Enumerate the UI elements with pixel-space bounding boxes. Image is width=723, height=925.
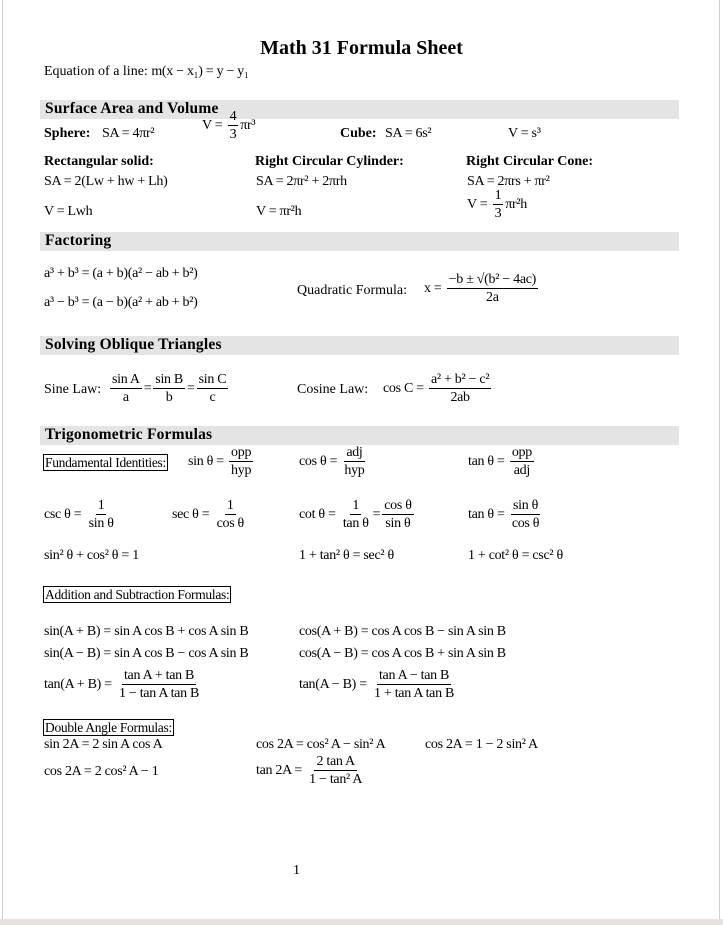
- formula-text: 1 + cot² θ = csc² θ: [468, 548, 563, 563]
- formula-text: SA = 2πr² + 2πrh: [256, 174, 347, 189]
- section-oblique-triangles: [40, 336, 679, 355]
- fraction-numerator: tan A + tan B: [123, 668, 195, 683]
- fraction: [493, 188, 504, 222]
- sin-definition: [188, 445, 255, 479]
- fraction-numerator: 1: [226, 498, 234, 513]
- formula-text: cos(A + B) = cos A cos B − sin A sin B: [299, 624, 506, 639]
- fraction: [447, 272, 538, 306]
- fraction-numerator: opp: [231, 445, 252, 460]
- page-gap: [0, 919, 723, 925]
- double-angle-label: Double Angle Formulas:: [45, 720, 172, 735]
- tan-sum-formula: [44, 668, 203, 702]
- fundamental-identities-label: Fundamental Identities:: [45, 455, 166, 470]
- pythagorean-identity-1: [44, 548, 139, 564]
- fraction-denominator: tan θ: [342, 516, 369, 531]
- formula-text: tan θ =: [468, 454, 508, 469]
- fraction-denominator: cos θ: [511, 516, 540, 531]
- fraction-numerator: 1: [97, 498, 105, 513]
- formula-text: SA = 6s²: [385, 126, 432, 141]
- formula-text: SA = 4πr²: [102, 126, 155, 141]
- pythagorean-identity-2: [299, 548, 394, 564]
- formula-text: SA = 2(Lw + hw + Lh): [44, 174, 168, 189]
- difference-of-cubes-formula: [44, 295, 197, 311]
- formula-text: πr²h: [505, 197, 527, 212]
- formula-text: cos θ =: [299, 454, 341, 469]
- formula-text: tan θ =: [468, 507, 508, 522]
- fraction: [153, 372, 185, 406]
- formula-text: cos 2A = 1 − 2 sin² A: [425, 737, 538, 752]
- quadratic-formula: [424, 272, 540, 306]
- fraction-denominator: sin θ: [88, 516, 114, 531]
- quadratic-label: Quadratic Formula:: [297, 283, 408, 298]
- cube-volume-formula: [508, 126, 541, 142]
- page-title: Math 31 Formula Sheet: [260, 37, 463, 59]
- fraction-denominator: c: [209, 390, 216, 405]
- fraction: [197, 372, 229, 406]
- fraction-denominator: b: [165, 390, 173, 405]
- formula-text: cos(A − B) = cos A cos B + sin A sin B: [299, 646, 506, 661]
- page-number: 1: [293, 863, 300, 878]
- formula-text: sin θ =: [188, 454, 228, 469]
- section-surface-area: [40, 100, 679, 119]
- fraction-numerator: adj: [346, 445, 363, 460]
- fraction-numerator: tan A − tan B: [378, 668, 450, 683]
- section-heading: Surface Area and Volume: [45, 100, 219, 117]
- section-heading: Trigonometric Formulas: [45, 426, 213, 443]
- fraction: [510, 445, 534, 479]
- cos-difference-formula: [299, 646, 506, 662]
- cylinder-volume-formula: [256, 204, 301, 220]
- rect-volume-formula: [44, 204, 92, 220]
- sin-sum-formula: [44, 624, 248, 640]
- cube-label: Cube:: [340, 126, 377, 141]
- formula-text: 1 + tan² θ = sec² θ: [299, 548, 394, 563]
- line-equation-label: Equation of a line:: [44, 64, 148, 79]
- formula-text: SA = 2πrs + πr²: [467, 174, 550, 189]
- cos-sum-formula: [299, 624, 506, 640]
- formula-text: V =: [467, 197, 491, 212]
- formula-text: tan(A + B) =: [44, 677, 115, 692]
- formula-text: cos 2A = 2 cos² A − 1: [44, 764, 159, 779]
- formula-text: cos 2A = cos² A − sin² A: [256, 737, 386, 752]
- line-equation: [44, 64, 249, 80]
- formula-text: πr³: [240, 118, 256, 133]
- fraction: [341, 498, 371, 532]
- tan-quotient-identity: [468, 498, 543, 532]
- fraction-numerator: 4: [229, 109, 237, 124]
- section-heading: Factoring: [45, 232, 112, 249]
- fraction-numerator: 2 tan A: [316, 754, 355, 769]
- fraction: [87, 498, 116, 532]
- csc-identity: [44, 498, 118, 532]
- formula-text: cos C =: [383, 381, 427, 396]
- sphere-sa-formula: [102, 126, 154, 142]
- tan-definition: [468, 445, 536, 479]
- fraction: [215, 498, 246, 532]
- formula-text: sec θ =: [172, 507, 213, 522]
- tan-double-angle: [256, 754, 366, 788]
- fraction-denominator: hyp: [344, 463, 365, 478]
- formula-text: cot θ =: [299, 507, 339, 522]
- cone-volume-formula: [467, 188, 527, 222]
- section-heading: Solving Oblique Triangles: [45, 336, 222, 353]
- formula-text: m(x − x₁) = y − y₁: [151, 64, 249, 79]
- formula-text: sin² θ + cos² θ = 1: [44, 548, 139, 563]
- fraction: [110, 372, 142, 406]
- cos-double-angle-cos: [44, 764, 158, 780]
- formula-text: csc θ =: [44, 507, 85, 522]
- fraction-denominator: 1 − tan A tan B: [119, 686, 200, 701]
- fraction-numerator: 1: [352, 498, 360, 513]
- fraction-numerator: −b ± √(b² − 4ac): [448, 272, 537, 287]
- fraction-denominator: adj: [513, 463, 530, 478]
- fraction-numerator: sin B: [155, 372, 183, 387]
- fraction: [117, 668, 201, 702]
- fraction-denominator: 2a: [486, 290, 499, 305]
- sphere-volume-formula: [202, 109, 255, 143]
- cosine-law-label: Cosine Law:: [297, 382, 369, 397]
- sin-double-angle: [44, 737, 162, 753]
- fraction: [307, 754, 364, 788]
- fraction-numerator: sin C: [198, 372, 227, 387]
- formula-text: x =: [424, 281, 445, 296]
- sin-difference-formula: [44, 646, 248, 662]
- cosine-law-formula: [383, 372, 493, 406]
- formula-text: sin(A − B) = sin A cos B − cos A sin B: [44, 646, 249, 661]
- rect-solid-label: Rectangular solid:: [44, 154, 154, 169]
- formula-text: sin 2A = 2 sin A cos A: [44, 737, 163, 752]
- fraction: [382, 498, 413, 532]
- fraction-denominator: 1 + tan A tan B: [374, 686, 455, 701]
- cylinder-label: Right Circular Cylinder:: [255, 154, 404, 169]
- fraction: [342, 445, 366, 479]
- fraction-numerator: 1: [494, 188, 502, 203]
- sum-of-cubes-formula: [44, 266, 197, 282]
- pythagorean-identity-3: [468, 548, 563, 564]
- fraction: [510, 498, 541, 532]
- fraction: [429, 372, 491, 406]
- formula-text: =: [143, 381, 152, 396]
- fraction-numerator: sin θ: [512, 498, 539, 513]
- cylinder-sa-formula: [256, 174, 347, 190]
- fraction-denominator: 1 − tan² A: [309, 772, 363, 787]
- formula-text: tan 2A =: [256, 763, 306, 778]
- fraction: [228, 109, 239, 143]
- section-trig-formulas: [40, 426, 679, 445]
- fraction-denominator: sin θ: [385, 516, 411, 531]
- sine-law-label: Sine Law:: [44, 382, 102, 397]
- fraction-denominator: hyp: [231, 463, 252, 478]
- tan-difference-formula: [299, 668, 458, 702]
- fraction-numerator: a² + b² − c²: [431, 372, 490, 387]
- sec-identity: [172, 498, 248, 532]
- fraction-denominator: 3: [229, 127, 237, 142]
- formula-text: V = Lwh: [44, 204, 93, 219]
- fraction-numerator: opp: [511, 445, 532, 460]
- formula-text: V =: [202, 118, 226, 133]
- fraction-numerator: cos θ: [384, 498, 412, 513]
- fraction: [229, 445, 253, 479]
- cot-identity: [299, 498, 416, 532]
- addition-formulas-label: Addition and Subtraction Formulas:: [45, 587, 230, 602]
- rect-sa-formula: [44, 174, 167, 190]
- formula-text: a³ + b³ = (a + b)(a² − ab + b²): [44, 266, 198, 281]
- formula-text: V = πr²h: [256, 204, 302, 219]
- fraction-numerator: sin A: [112, 372, 140, 387]
- fraction-denominator: 2ab: [450, 390, 470, 405]
- cone-label: Right Circular Cone:: [466, 154, 594, 169]
- sphere-label: Sphere:: [44, 126, 91, 141]
- formula-text: V = s³: [508, 126, 541, 141]
- fraction: [372, 668, 456, 702]
- line-equation-formula: [151, 64, 248, 80]
- formula-text: tan(A − B) =: [299, 677, 370, 692]
- cos-double-angle-diff: [256, 737, 385, 753]
- cos-definition: [299, 445, 368, 479]
- section-factoring: [40, 232, 679, 251]
- cos-double-angle-sin: [425, 737, 538, 753]
- formula-text: a³ − b³ = (a − b)(a² + ab + b²): [44, 295, 198, 310]
- formula-text: sin(A + B) = sin A cos B + cos A sin B: [44, 624, 249, 639]
- fraction-denominator: cos θ: [216, 516, 244, 531]
- fraction-denominator: 3: [494, 206, 502, 221]
- fraction-denominator: a: [122, 390, 129, 405]
- cube-sa-formula: [385, 126, 431, 142]
- formula-text: =: [186, 381, 195, 396]
- formula-text: =: [372, 507, 381, 522]
- sine-law-formula: [108, 372, 230, 406]
